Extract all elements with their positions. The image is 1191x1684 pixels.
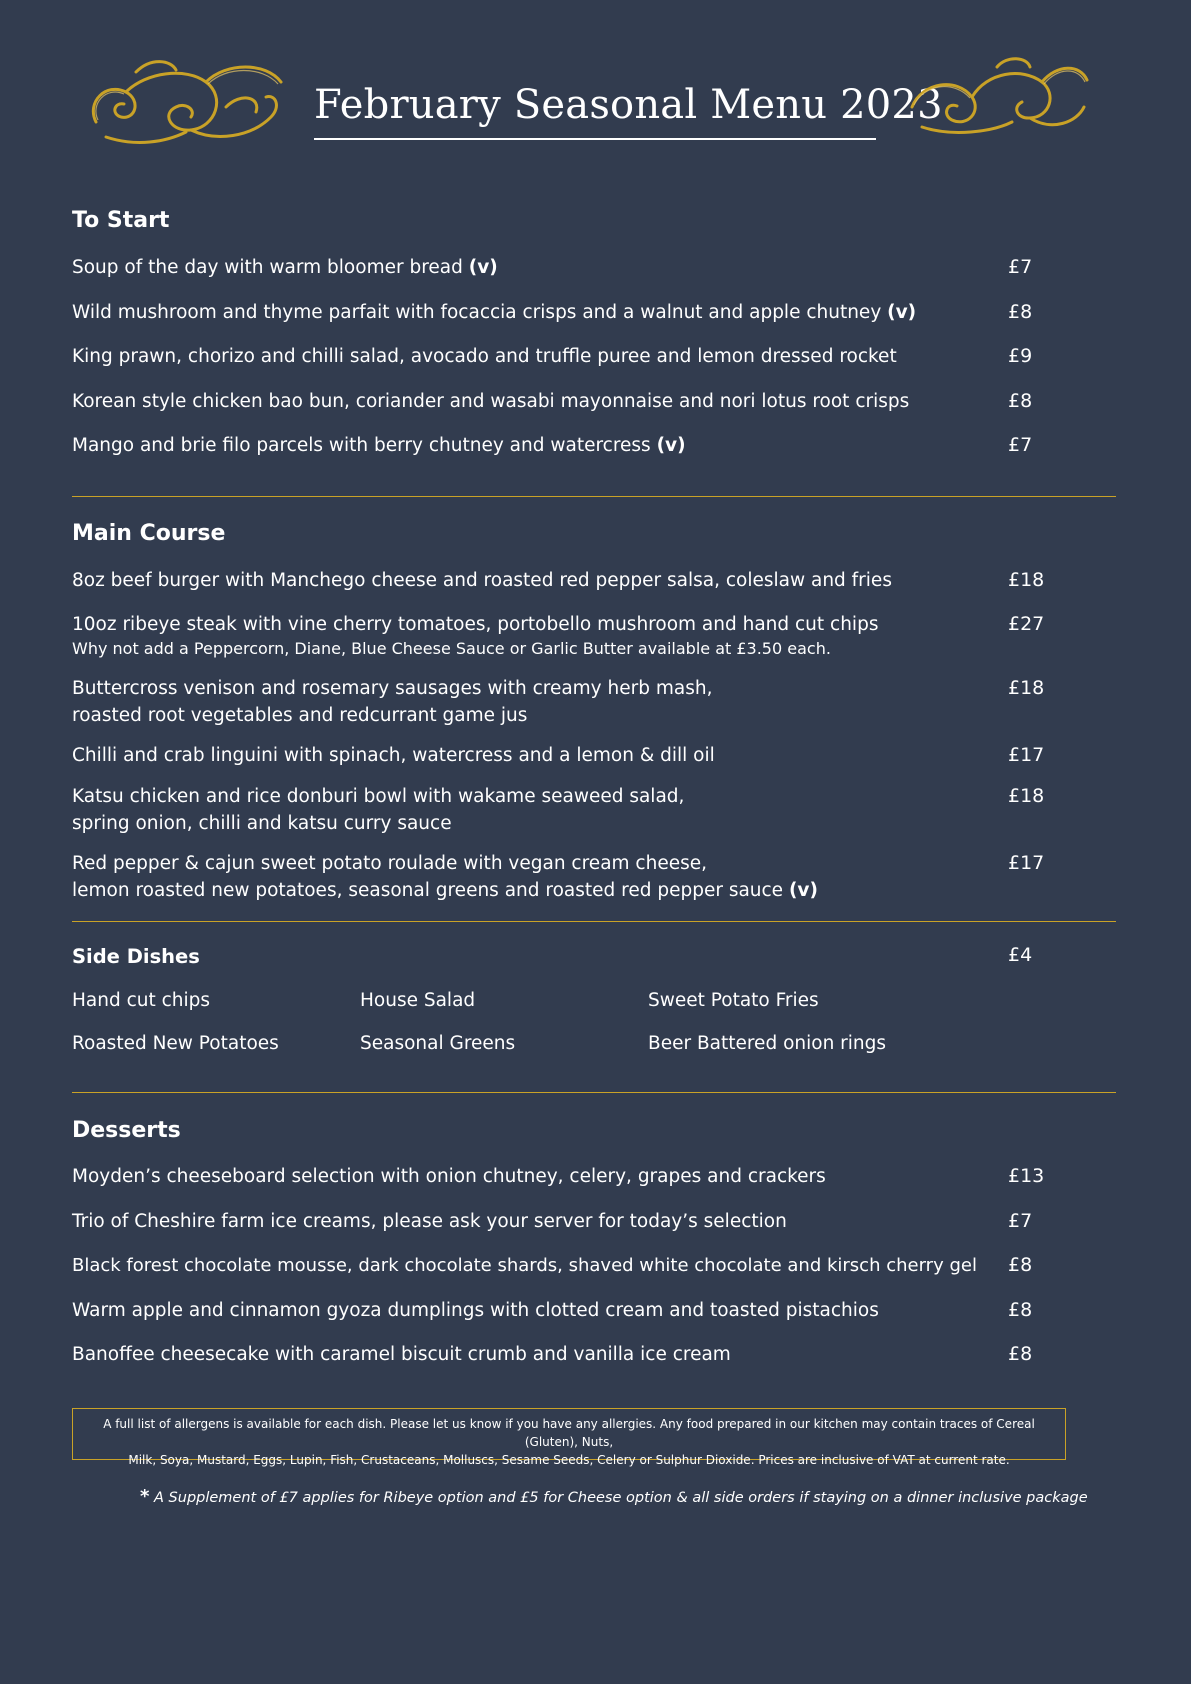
item-description: 10oz ribeye steak with vine cherry tomatoes, portobello mushroom and hand cut chips (72, 614, 879, 635)
item-description-line2: roasted root vegetables and redcurrant game jus (72, 705, 528, 726)
menu-item (72, 254, 498, 281)
item-description: King prawn, chorizo and chilli salad, avocado and truffle puree and lemon dressed rocket (72, 346, 897, 367)
item-description: Moyden’s cheeseboard selection with onion chutney, celery, grapes and crackers (72, 1166, 826, 1187)
side-dish-item: Sweet Potato Fries (648, 990, 819, 1011)
item-price: £18 (1008, 569, 1045, 591)
item-note: Why not add a Peppercorn, Diane, Blue Cheese Sauce or Garlic Butter available at £3.50 each. (72, 639, 831, 658)
item-price: £17 (1008, 852, 1045, 874)
section-heading-mains: Main Course (72, 521, 226, 546)
item-price: £27 (1008, 613, 1045, 635)
sides-price: £4 (1008, 944, 1033, 966)
section-heading-sides: Side Dishes (72, 945, 200, 968)
item-description: 8oz beef burger with Manchego cheese and roasted red pepper salsa, coleslaw and fries (72, 570, 892, 591)
item-description-line2: spring onion, chilli and katsu curry sauce (72, 813, 452, 834)
side-dish-item: Roasted New Potatoes (72, 1033, 279, 1054)
item-description: Trio of Cheshire farm ice creams, please ask your server for today’s selection (72, 1211, 787, 1232)
menu-item (72, 1341, 731, 1368)
item-description: Black forest chocolate mousse, dark chocolate shards, shaved white chocolate and kirsch cherry gel (72, 1255, 977, 1276)
item-price: £13 (1008, 1165, 1045, 1187)
asterisk-icon: * (140, 1486, 150, 1507)
supplement-note (140, 1486, 1088, 1509)
item-price: £8 (1008, 1343, 1033, 1365)
menu-item (72, 1252, 977, 1279)
allergen-notice-line2: Milk, Soya, Mustard, Eggs, Lupin, Fish, Crustaceans, Molluscs, Sesame Seeds, Celery or Sulphur Dioxide. Prices are inclusive of VAT at current rate. (128, 1453, 1010, 1467)
menu-item (72, 675, 712, 729)
section-heading-desserts: Desserts (72, 1118, 181, 1143)
allergen-notice-line1: A full list of allergens is available for each dish. Please let us know if you have any allergies. Any food prepared in our kitchen may contain traces of Cereal (Gluten), Nuts, (103, 1417, 1035, 1449)
item-price: £8 (1008, 1299, 1033, 1321)
item-description: Warm apple and cinnamon gyoza dumplings with clotted cream and toasted pistachios (72, 1300, 879, 1321)
item-description: Banoffee cheesecake with caramel biscuit crumb and vanilla ice cream (72, 1344, 731, 1365)
gold-flourish-left-icon (76, 52, 294, 148)
item-price: £18 (1008, 677, 1045, 699)
menu-item (72, 783, 684, 837)
item-description-line1: Buttercross venison and rosemary sausages with creamy herb mash, (72, 678, 713, 699)
item-price: £7 (1008, 434, 1033, 456)
item-description: Soup of the day with warm bloomer bread (72, 257, 469, 278)
side-dish-item: Beer Battered onion rings (648, 1033, 887, 1054)
menu-item (72, 343, 897, 370)
vegetarian-tag: (v) (788, 880, 818, 901)
item-price: £8 (1008, 390, 1033, 412)
item-price: £8 (1008, 301, 1033, 323)
item-price: £9 (1008, 345, 1033, 367)
page-title: February Seasonal Menu 2023 (314, 78, 876, 140)
menu-item (72, 742, 715, 769)
vegetarian-tag: (v) (887, 302, 917, 323)
menu-item (72, 1163, 826, 1190)
menu-item (72, 299, 916, 326)
side-dish-item: House Salad (360, 990, 476, 1011)
menu-item (72, 1208, 787, 1235)
section-divider (72, 496, 1116, 497)
section-divider (72, 921, 1116, 922)
vegetarian-tag: (v) (468, 257, 498, 278)
item-price: £8 (1008, 1254, 1033, 1276)
item-description: Mango and brie filo parcels with berry chutney and watercress (72, 435, 657, 456)
item-price: £7 (1008, 256, 1033, 278)
section-divider (72, 1092, 1116, 1093)
item-description-line1: Katsu chicken and rice donburi bowl with wakame seaweed salad, (72, 786, 685, 807)
menu-item (72, 1297, 879, 1324)
side-dish-item: Seasonal Greens (360, 1033, 516, 1054)
supplement-text: A Supplement of £7 applies for Ribeye option and £5 for Cheese option & all side orders if staying on a dinner inclusive package (149, 1490, 1088, 1506)
gold-flourish-right-icon (902, 52, 1092, 138)
item-price: £17 (1008, 744, 1045, 766)
allergen-notice (72, 1408, 1066, 1467)
item-price: £7 (1008, 1210, 1033, 1232)
menu-item (72, 850, 818, 904)
menu-item (72, 388, 909, 415)
item-description-line1: Red pepper & cajun sweet potato roulade with vegan cream cheese, (72, 853, 707, 874)
vegetarian-tag: (v) (656, 435, 686, 456)
item-description: Chilli and crab linguini with spinach, watercress and a lemon & dill oil (72, 745, 715, 766)
item-description-line2: lemon roasted new potatoes, seasonal greens and roasted red pepper sauce (72, 880, 789, 901)
menu-item (72, 567, 892, 594)
item-price: £18 (1008, 785, 1045, 807)
menu-item (72, 611, 878, 660)
menu-item (72, 432, 686, 459)
item-description: Korean style chicken bao bun, coriander and wasabi mayonnaise and nori lotus root crisps (72, 391, 910, 412)
side-dish-item: Hand cut chips (72, 990, 211, 1011)
item-description: Wild mushroom and thyme parfait with focaccia crisps and a walnut and apple chutney (72, 302, 888, 323)
section-heading-starters: To Start (72, 208, 170, 233)
